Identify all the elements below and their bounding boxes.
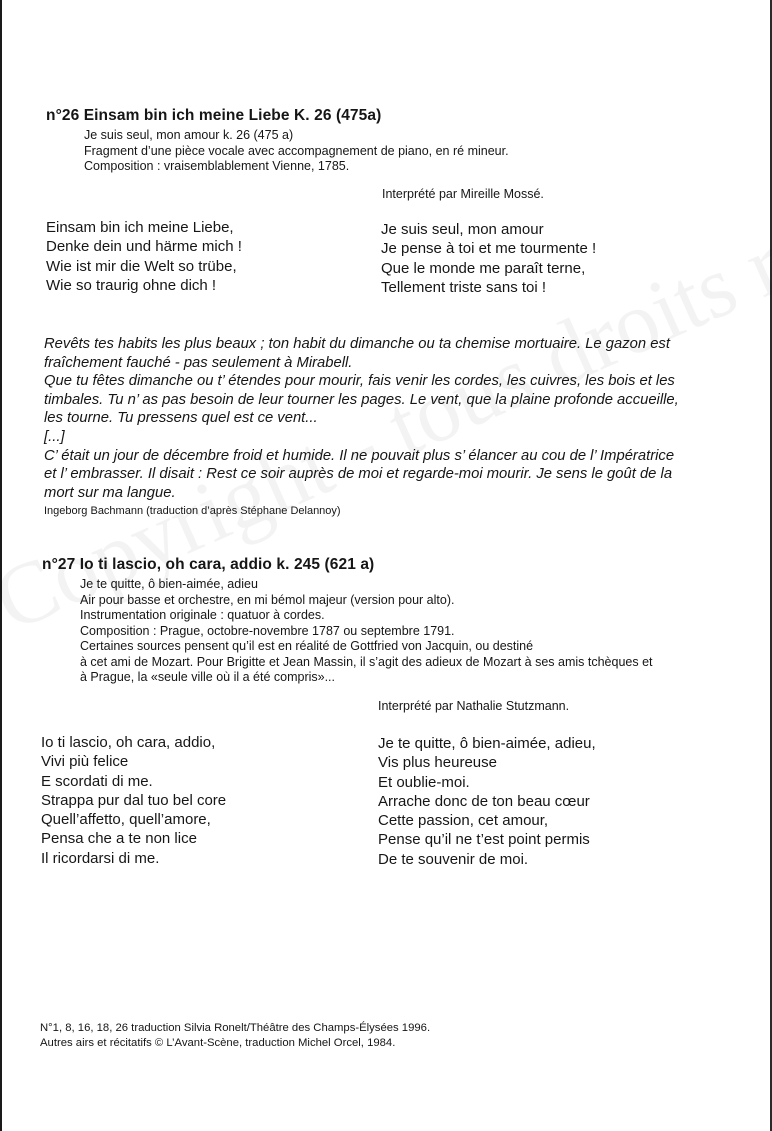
piece-26-lyrics-translation <box>381 220 596 297</box>
lyric-line: Que le monde me paraît terne, <box>381 259 586 277</box>
meta-line: Certaines sources pensent qu’il est en réalité de Gottfried von Jacquin, ou destiné <box>80 639 534 653</box>
piece-26-lyrics-original <box>46 218 242 295</box>
prose-line: et l’ embrasser. Il disait : Rest ce soir auprès de moi et regarde-moi mourir. Je sens le goût de la <box>44 466 673 483</box>
prose-line: les tourne. Tu pressens quel est ce vent... <box>44 410 318 427</box>
piece-27-lyrics-original <box>41 733 226 868</box>
lyric-line: Je pense à toi et me tourmente ! <box>381 240 597 258</box>
lyric-line: Et oublie-moi. <box>378 773 470 791</box>
lyric-line: Wie so traurig ohne dich ! <box>46 276 217 294</box>
prose-line: Revêts tes habits les plus beaux ; ton habit du dimanche ou ta chemise mortuaire. Le gazon est <box>44 336 670 352</box>
lyric-line: Tellement triste sans toi ! <box>381 278 547 296</box>
lyric-line: Strappa pur dal tuo bel core <box>41 791 227 809</box>
left-edge <box>0 0 2 1131</box>
lyric-line: Je te quitte, ô bien-aimée, adieu, <box>378 735 596 752</box>
prose-line: C’ était un jour de décembre froid et humide. Il ne pouvait plus s’ élancer au cou de l’ Impératrice <box>44 447 675 464</box>
piece-26-title: n°26 Einsam bin ich meine Liebe K. 26 (475a) <box>46 107 382 124</box>
meta-line: Instrumentation originale : quatuor à cordes. <box>80 608 325 622</box>
lyric-line: Vis plus heureuse <box>378 754 497 772</box>
prose-line: fraîchement fauché - pas seulement à Mirabell. <box>44 354 353 371</box>
meta-line: Composition : vraisemblablement Vienne, 1785. <box>84 159 350 173</box>
lyric-line: Arrache donc de ton beau cœur <box>378 792 590 810</box>
lyric-line: De te souvenir de moi. <box>378 850 529 868</box>
piece-27-meta <box>80 577 653 686</box>
meta-line: Je suis seul, mon amour k. 26 (475 a) <box>84 128 294 142</box>
piece-27-performer: Interprété par Nathalie Stutzmann. <box>378 699 570 713</box>
prose-line: Que tu fêtes dimanche ou t’ étendes pour mourir, fais venir les cordes, les cuivres, les bois et les <box>44 373 675 390</box>
meta-line: Composition : Prague, octobre-novembre 1787 ou septembre 1791. <box>80 623 455 638</box>
prose-line: mort sur ma langue. <box>44 484 176 501</box>
meta-line: à cet ami de Mozart. Pour Brigitte et Jean Massin, il s’agit des adieux de Mozart à ses amis tchèques et <box>80 654 653 669</box>
prose-line: [...] <box>44 428 65 445</box>
interlude-text <box>44 335 679 502</box>
lyric-line: Wie ist mir die Welt so trübe, <box>46 257 237 275</box>
meta-line: à Prague, la «seule ville où il a été compris»... <box>80 670 335 684</box>
lyric-line: Einsam bin ich meine Liebe, <box>46 219 234 236</box>
piece-27-title: n°27 Io ti lascio, oh cara, addio k. 245 (621 a) <box>42 556 375 573</box>
interlude-source: Ingeborg Bachmann (traduction d’après Stéphane Delannoy) <box>44 505 341 517</box>
lyric-line: Denke dein und härme mich ! <box>46 238 242 256</box>
footer-line: Autres airs et récitatifs © L’Avant-Scène, traduction Michel Orcel, 1984. <box>40 1036 396 1049</box>
lyric-line: Pensa che a te non lice <box>41 830 197 848</box>
lyric-line: Vivi più felice <box>41 753 129 771</box>
lyric-line: Cette passion, cet amour, <box>378 812 549 830</box>
piece-26-meta <box>84 128 509 175</box>
meta-line: Air pour basse et orchestre, en mi bémol majeur (version pour alto). <box>80 592 455 607</box>
lyric-line: Io ti lascio, oh cara, addio, <box>41 734 216 751</box>
meta-line: Je te quitte, ô bien-aimée, adieu <box>80 577 258 591</box>
lyric-line: Je suis seul, mon amour <box>381 221 544 238</box>
meta-line: Fragment d’une pièce vocale avec accompagnement de piano, en ré mineur. <box>84 143 509 158</box>
piece-26-performer: Interprété par Mireille Mossé. <box>382 187 544 201</box>
footer-credits <box>40 1021 430 1050</box>
lyric-line: Pense qu’il ne t’est point permis <box>378 831 590 849</box>
lyric-line: Il ricordarsi di me. <box>41 849 160 867</box>
piece-27-lyrics-translation <box>378 734 596 869</box>
lyric-line: Quell’affetto, quell’amore, <box>41 811 211 829</box>
lyric-line: E scordati di me. <box>41 772 153 790</box>
footer-line: N°1, 8, 16, 18, 26 traduction Silvia Ronelt/Théâtre des Champs-Élysées 1996. <box>40 1022 431 1034</box>
prose-line: timbales. Tu n’ as pas besoin de leur tourner les pages. Le vent, que la plaine profonde accueille, <box>44 391 679 408</box>
